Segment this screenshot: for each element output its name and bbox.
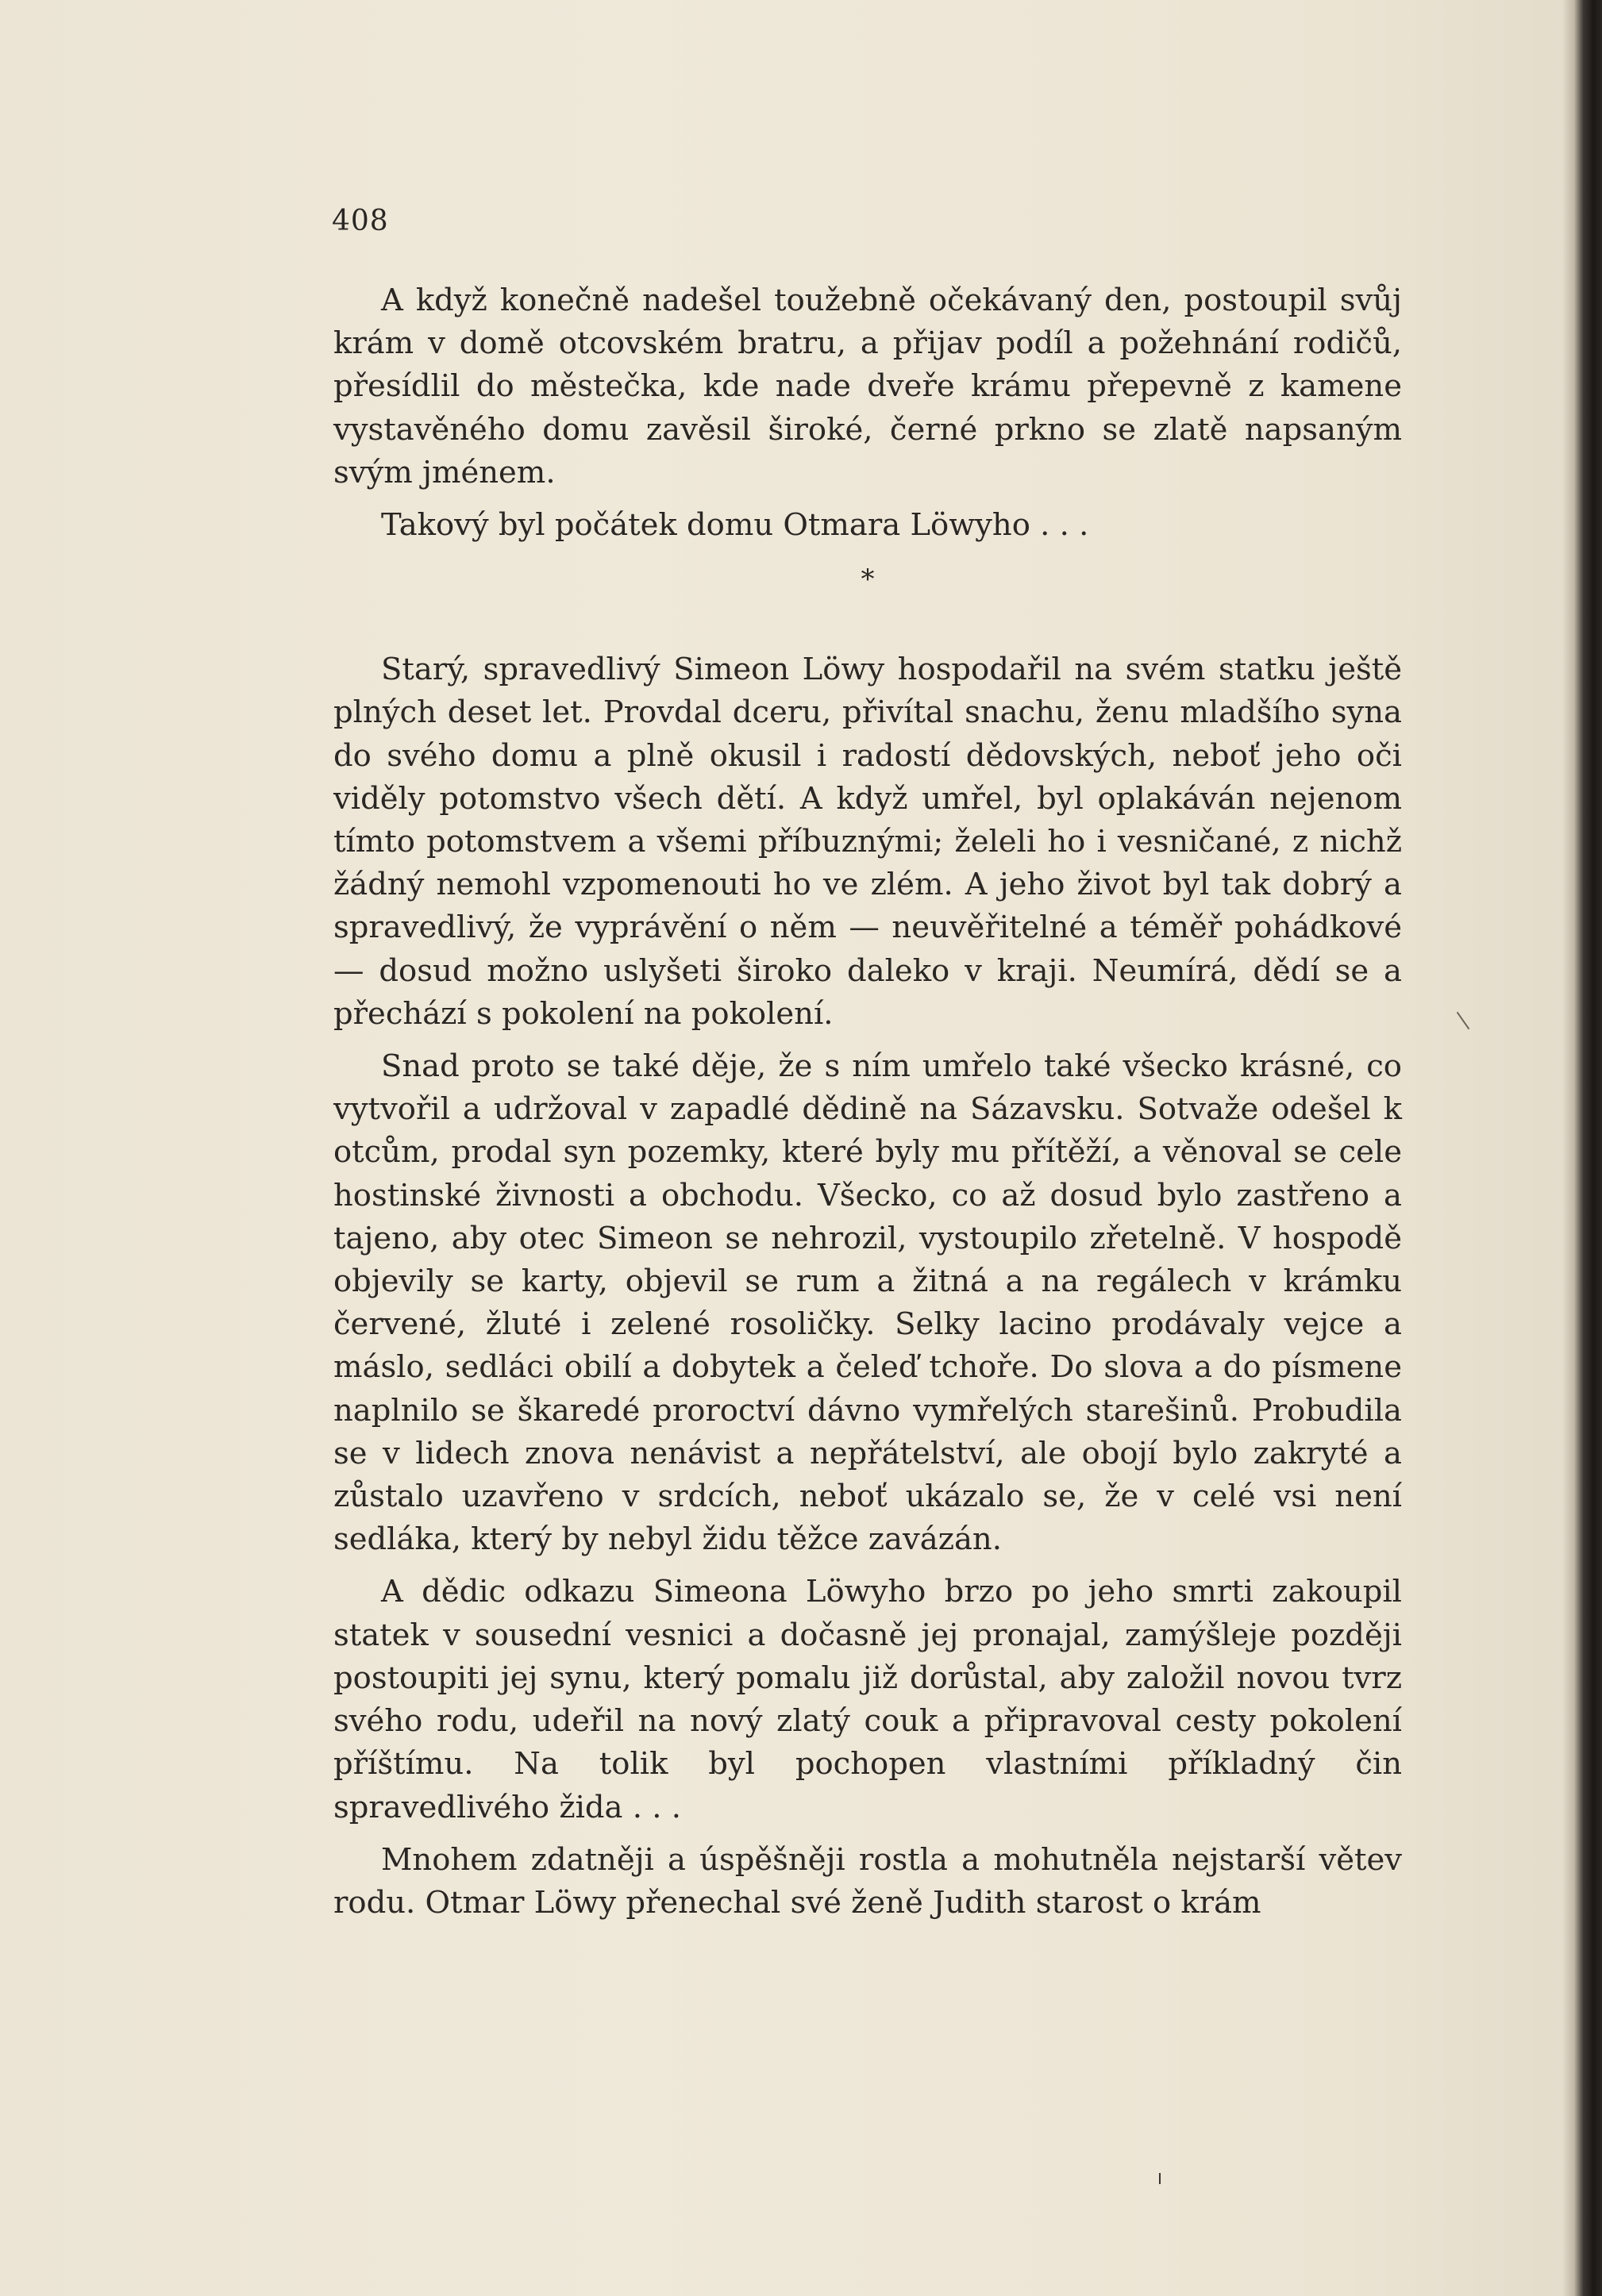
- bottom-ink-mark: [1159, 2173, 1161, 2184]
- paragraph-4: Snad proto se také děje, že s ním umřelo také všecko krásné, co vytvořil a udržoval v zapadlé dědině na Sázavsku. Sotvaže odešel k otcům, prodal syn pozemky, které byly mu přítěží, a věnoval se cele hostinské živnosti a obchodu. Všecko, co až dosud bylo zastřeno a tajeno, aby otec Simeon se nehrozil, vystoupilo zřetelně. V hospodě objevily se karty, objevil se rum a žitná a na regálech v krámku červené, žluté i zelené rosoličky. Selky lacino prodávaly vejce a máslo, sedláci obilí a dobytek a čeleď tchoře. Do slova a do písmene naplnilo se škaredé proroctví dávno vymřelých starešinů. Probudila se v lidech znova nenávist a nepřátelství, ale obojí bylo zakryté a zůstalo uzavřeno v srdcích, neboť ukázalo se, že v celé vsi není sedláka, který by nebyl židu těžce zavázán.: [333, 1048, 1402, 1558]
- paragraph-2: Takový byl počátek domu Otmara Löwyho . . .: [381, 507, 1089, 544]
- page-edge-shadow: [1562, 0, 1573, 2296]
- paragraph-5: A dědic odkazu Simeona Löwyho brzo po jeho smrti zakoupil statek v sousední vesnici a dočasně jej pronajal, zamýšleje později postoupiti jej synu, který pomalu již dorůstal, aby založil novou tvrz svého rodu, udeřil na nový zlatý couk a připravoval cesty pokolení příštímu. Na tolik byl pochopen vlastními příkladný čin spravedlivého žida . . .: [333, 1574, 1402, 1825]
- paragraph-6: Mnohem zdatněji a úspěšněji rostla a mohutněla nejstarší větev rodu. Otmar Löwy přenechal své ženě Judith starost o krám: [333, 1841, 1402, 1921]
- section-separator: *: [861, 563, 875, 596]
- book-spine-shadow: [1573, 0, 1602, 2296]
- paragraph-3: Starý, spravedlivý Simeon Löwy hospodařil na svém statku ještě plných deset let. Provdal dceru, přivítal snachu, ženu mladšího syna do svého domu a plně okusil i radostí dědovských, neboť jeho oči viděly potomstvo všech dětí. A když umřel, byl oplakáván nejenom tímto potomstvem a všemi příbuznými; želeli ho i vesničané, z nichž žádný nemohl vzpomenouti ho ve zlém. A jeho život byl tak dobrý a spravedlivý, že vyprávění o něm — neuvěřitelné a téměř pohádkové — dosud možno uslyšeti široko daleko v kraji. Neumírá, dědí se a přechází s pokolení na pokolení.: [333, 652, 1402, 1032]
- paragraph-1: A když konečně nadešel toužebně očekávaný den, postoupil svůj krám v domě otcovském bratru, a přijav podíl a požehnání rodičů, přesídlil do městečka, kde nade dveře krámu přepevně z kamene vystavěného domu zavěsil široké, černé prkno se zlatě napsaným svým jménem.: [333, 283, 1402, 490]
- margin-pencil-mark: [1457, 1012, 1470, 1029]
- body-text: [333, 279, 1402, 1934]
- page-number: 408: [332, 205, 389, 237]
